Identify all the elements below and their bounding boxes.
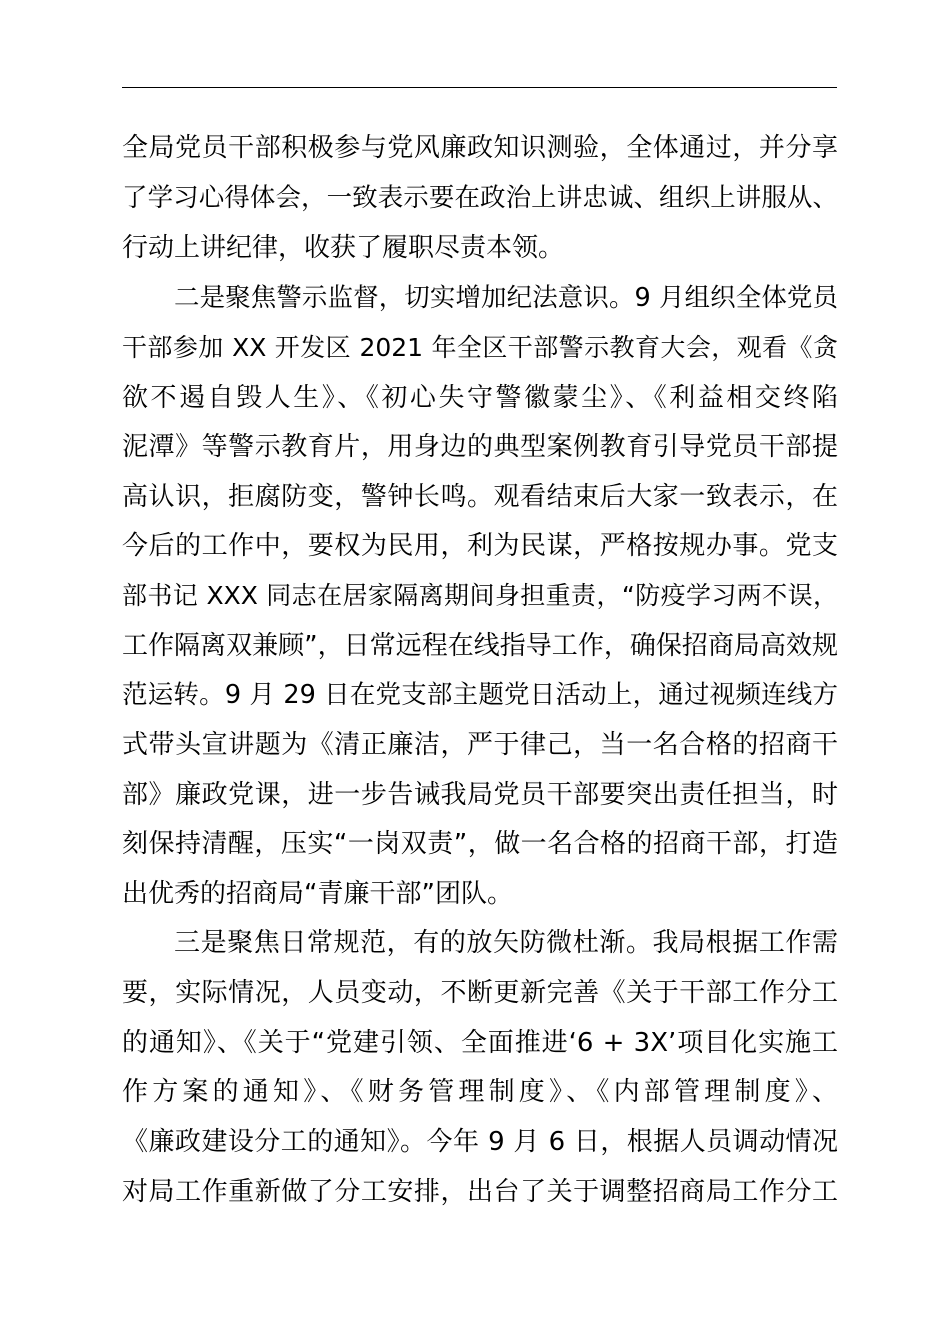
text-line: 的通知》、《关于“党建引领、全面推进‘6 + 3X’项目化实施工 [122,1028,838,1058]
text-line: 今后的工作中，要权为民用，利为民谋，严格按规办事。党支 [122,531,838,561]
text-line: 要，实际情况，人员变动，不断更新完善《关于干部工作分工 [122,978,838,1008]
text-line: 行动上讲纪律，收获了履职尽责本领。 [122,233,565,263]
header-rule [122,87,837,88]
text-line: 了学习心得体会，一致表示要在政治上讲忠诚、组织上讲服从、 [122,183,838,213]
paragraph-first-line: 二是聚焦警示监督，切实增加纪法意识。9 月组织全体党员 [174,283,838,313]
paragraph-first-line: 三是聚焦日常规范，有的放矢防微杜渐。我局根据工作需 [174,928,838,958]
text-line: 部书记 XXX 同志在居家隔离期间身担重责，“防疫学习两不误， [122,581,838,610]
text-line: 干部参加 XX 开发区 2021 年全区干部警示教育大会，观看《贪 [122,333,838,362]
text-line: 欲不遏自毁人生》、《初心失守警徽蒙尘》、《利益相交终陷 [122,383,838,413]
text-line: 高认识，拒腐防变，警钟长鸣。观看结束后大家一致表示，在 [122,482,838,512]
text-line: 式带头宣讲题为《清正廉洁，严于律己，当一名合格的招商干 [122,730,838,760]
text-line: 泥潭》等警示教育片，用身边的典型案例教育引导党员干部提 [122,432,838,462]
text-line: 刻保持清醒，压实“一岗双责”，做一名合格的招商干部，打造 [122,829,838,859]
text-line: 出优秀的招商局“青廉干部”团队。 [122,879,513,909]
text-line: 工作隔离双兼顾”，日常远程在线指导工作，确保招商局高效规 [122,631,838,661]
text-line: 范运转。9 月 29 日在党支部主题党日活动上，通过视频连线方 [122,680,838,710]
text-line: 对局工作重新做了分工安排，出台了关于调整招商局工作分工 [122,1177,838,1207]
text-line: 《廉政建设分工的通知》。今年 9 月 6 日，根据人员调动情况 [122,1127,838,1157]
text-line: 作方案的通知》、《财务管理制度》、《内部管理制度》、 [122,1077,838,1107]
text-line: 部》廉政党课，进一步告诫我局党员干部要突出责任担当，时 [122,780,838,810]
text-line: 全局党员干部积极参与党风廉政知识测验，全体通过，并分享 [122,133,838,163]
